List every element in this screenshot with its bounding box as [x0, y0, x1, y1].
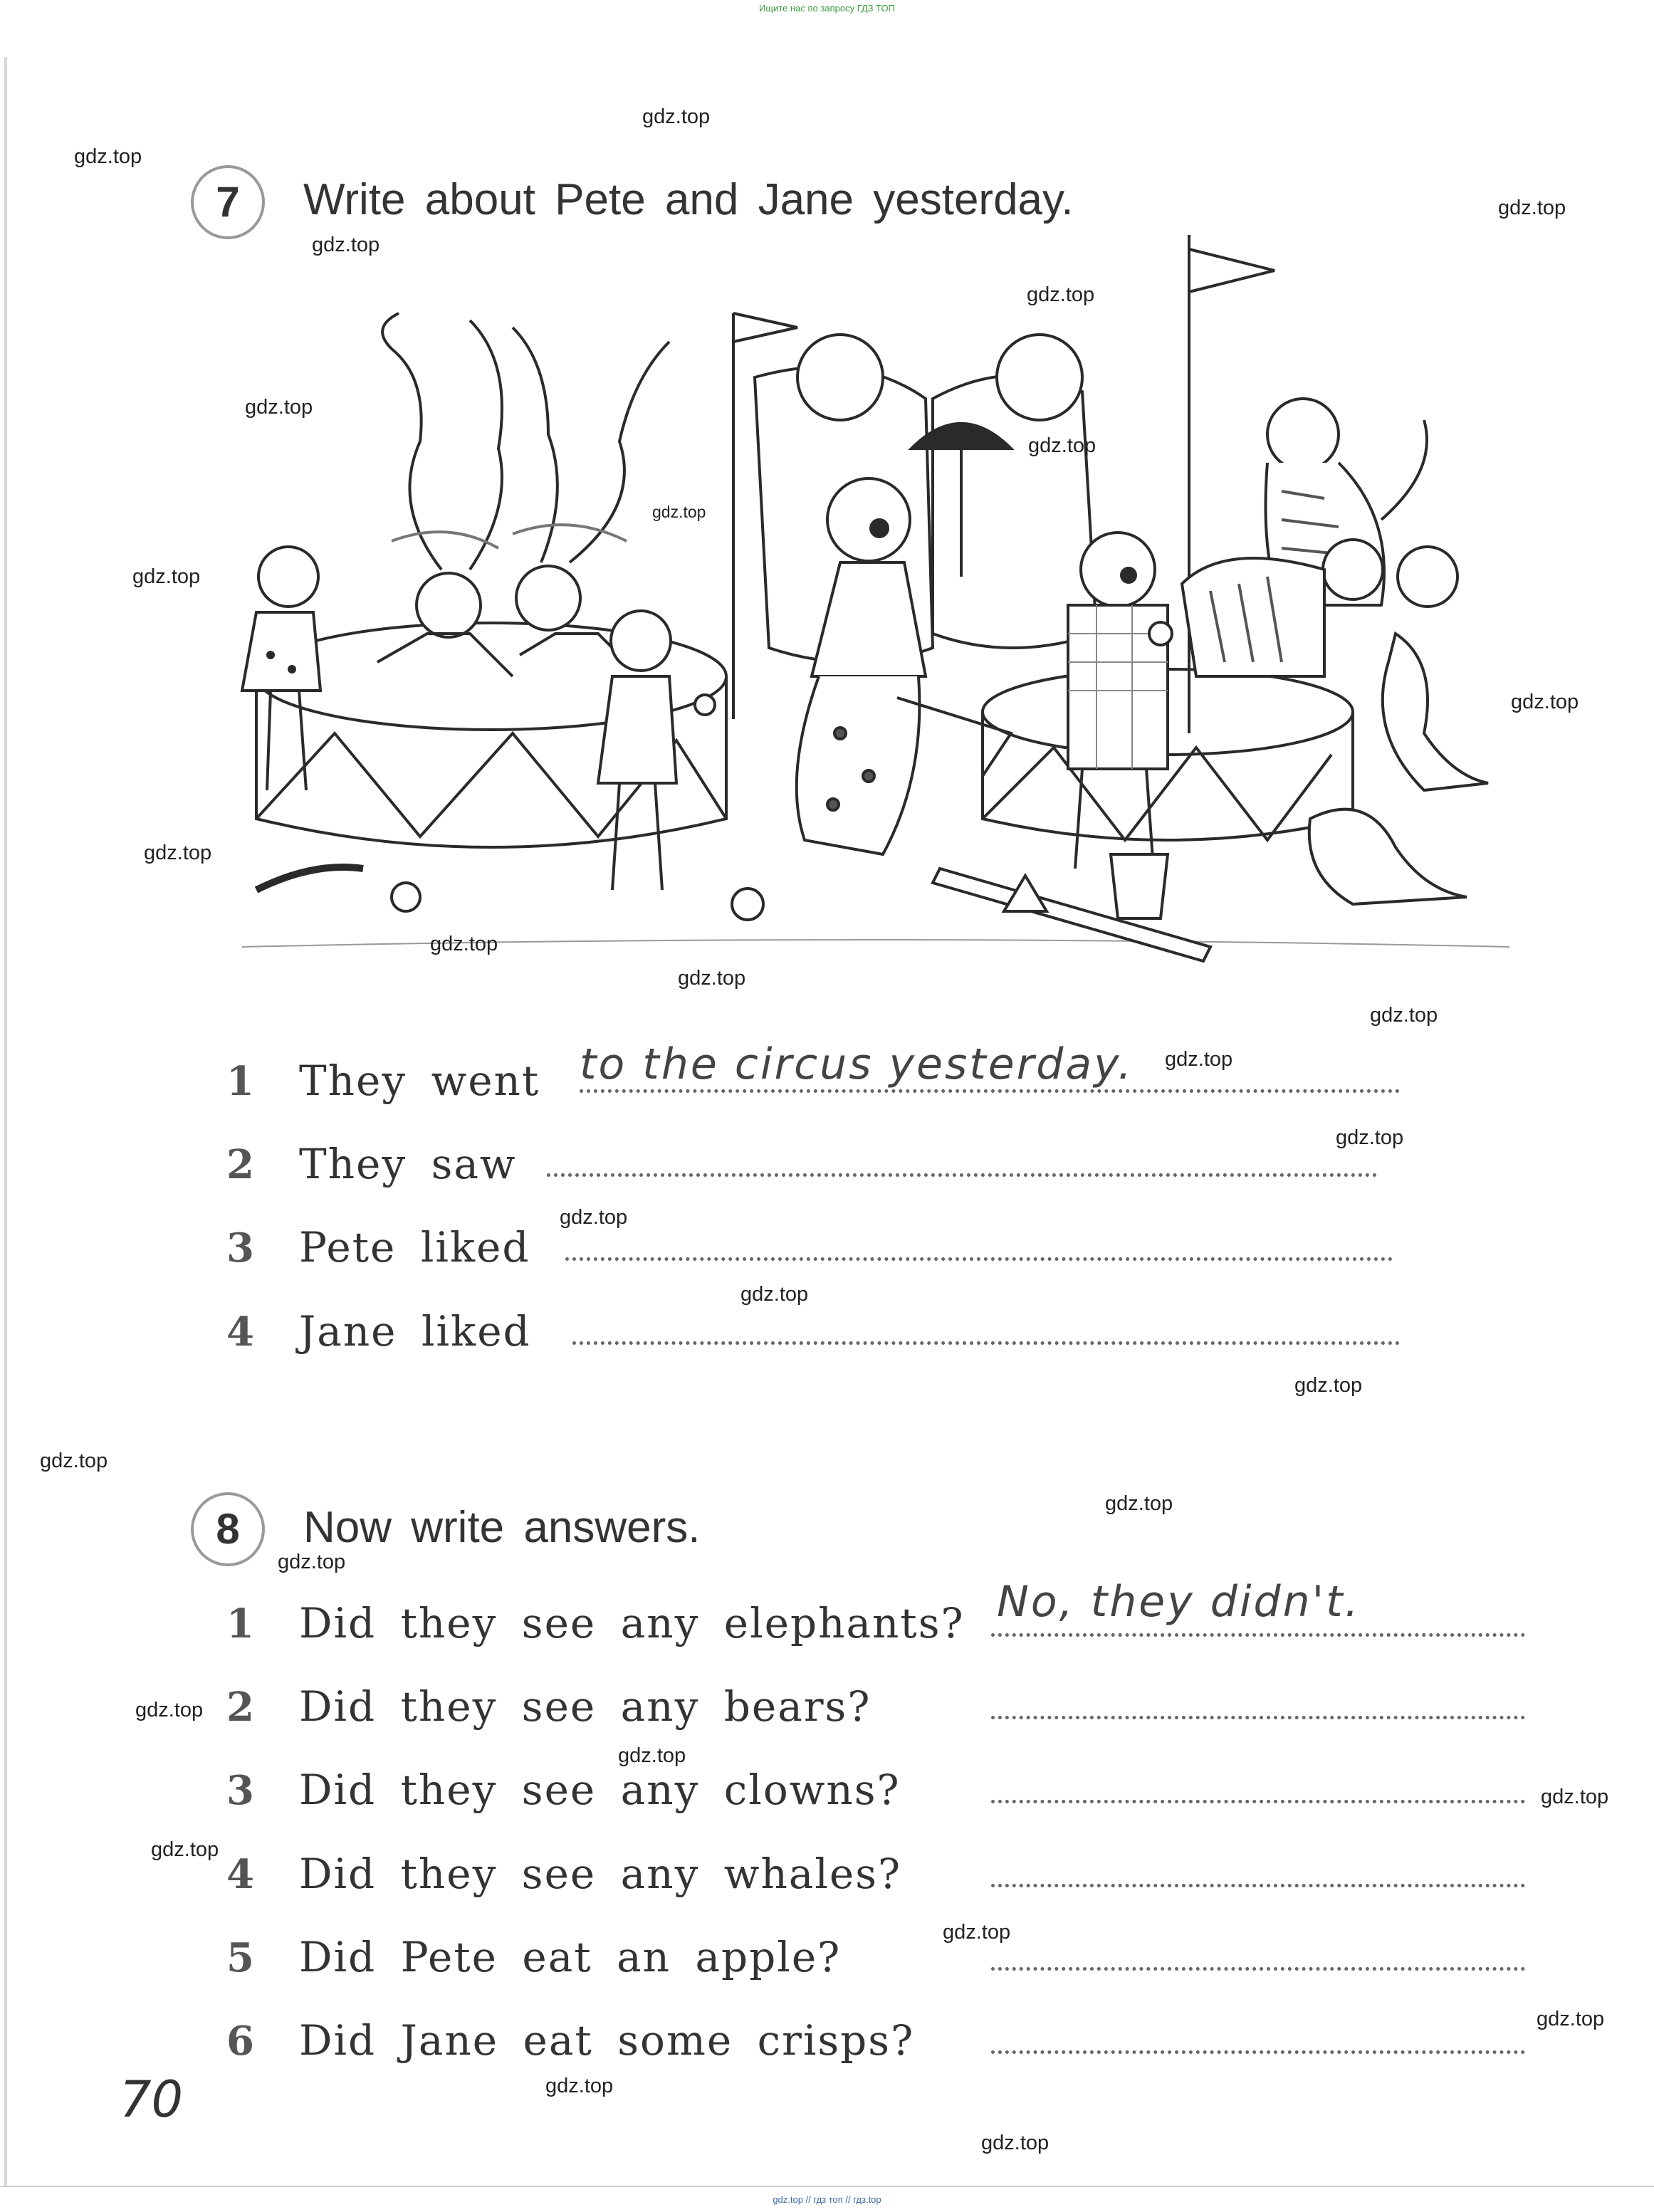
bottom-banner: gdz.top // гдз топ // гдз.top — [773, 2194, 881, 2205]
answer-line[interactable] — [991, 1967, 1525, 1971]
watermark: gdz.top — [1294, 1374, 1363, 1397]
clown-checked-drawing — [1068, 533, 1172, 869]
ex7-item-number: 4 — [226, 1309, 254, 1356]
watermark: gdz.top — [1165, 1048, 1233, 1071]
ex8-item-number: 5 — [226, 1934, 254, 1981]
ex7-item-answer: to the circus yesterday. — [580, 1039, 1134, 1089]
ex8-item-prompt: Did they see any clowns? — [299, 1766, 901, 1814]
watermark: gdz.top — [678, 967, 746, 990]
ex7-item-number: 1 — [226, 1058, 254, 1105]
exercise-7-badge: 7 — [191, 165, 265, 239]
answer-line[interactable] — [991, 1884, 1525, 1887]
watermark: gdz.top — [1511, 691, 1579, 713]
ex7-item-prompt: Pete liked — [299, 1223, 530, 1272]
ex8-item-number: 2 — [226, 1684, 254, 1731]
props-drawing — [256, 854, 1210, 961]
ex8-item-answer: No, they didn't. — [997, 1577, 1361, 1627]
watermark: gdz.top — [1537, 2008, 1605, 2030]
girl-drawing — [242, 547, 320, 790]
answer-line[interactable] — [991, 2050, 1525, 2054]
answer-line[interactable] — [547, 1173, 1377, 1177]
watermark: gdz.top — [1336, 1126, 1404, 1149]
watermark: gdz.top — [1027, 283, 1095, 306]
watermark: gdz.top — [40, 1450, 108, 1472]
watermark: gdz.top — [312, 234, 380, 256]
watermark: gdz.top — [943, 1921, 1011, 1944]
answer-line[interactable] — [580, 1089, 1400, 1093]
watermark: gdz.top — [1028, 434, 1096, 457]
ex8-item-number: 6 — [226, 2018, 254, 2065]
watermark: gdz.top — [151, 1838, 219, 1861]
ex8-item-prompt: Did Jane eat some crisps? — [299, 2016, 915, 2065]
ex7-item-prompt: They went — [299, 1057, 540, 1105]
answer-line[interactable] — [565, 1257, 1393, 1261]
sealions-drawing — [1309, 634, 1488, 904]
exercise-8-heading: Now write answers. — [303, 1503, 701, 1552]
watermark: gdz.top — [144, 842, 212, 864]
exercise-8-badge: 8 — [191, 1492, 265, 1566]
watermark: gdz.top — [278, 1551, 346, 1573]
ex8-item-prompt: Did they see any elephants? — [299, 1599, 965, 1647]
ex8-item-number: 1 — [226, 1600, 254, 1647]
watermark: gdz.top — [1541, 1786, 1609, 1808]
answer-line[interactable] — [991, 1716, 1525, 1719]
watermark: gdz.top — [642, 105, 711, 128]
exercise-7-heading: Write about Pete and Jane yesterday. — [303, 175, 1074, 224]
ex8-item-prompt: Did they see any whales? — [299, 1850, 902, 1898]
watermark: gdz.top — [245, 396, 313, 419]
ex7-item-prompt: They saw — [299, 1140, 517, 1188]
top-banner: Ищите нас по запросу ГДЗ ТОП — [759, 3, 895, 14]
answer-line[interactable] — [572, 1341, 1400, 1345]
ex8-item-prompt: Did they see any bears? — [299, 1682, 872, 1731]
watermark: gdz.top — [135, 1699, 204, 1721]
watermark: gdz.top — [132, 565, 201, 588]
answer-line[interactable] — [991, 1800, 1525, 1803]
page-bottom-edge — [0, 2186, 1654, 2187]
watermark: gdz.top — [981, 2132, 1050, 2154]
watermark: gdz.top — [740, 1283, 809, 1306]
ex7-item-number: 2 — [226, 1141, 254, 1188]
circus-illustration — [214, 235, 1538, 997]
ex8-item-number: 4 — [226, 1851, 254, 1898]
watermark: gdz.top — [560, 1206, 628, 1229]
watermark: gdz.top — [1370, 1004, 1438, 1027]
ex8-item-number: 3 — [226, 1767, 254, 1814]
watermark: gdz.top — [545, 2075, 614, 2097]
watermark: gdz.top — [618, 1744, 686, 1767]
watermark: gdz.top — [652, 503, 706, 521]
watermark: gdz.top — [1498, 196, 1566, 219]
ex7-item-prompt: Jane liked — [299, 1307, 531, 1356]
bears-drawing — [755, 335, 1096, 662]
ex7-item-number: 3 — [226, 1225, 254, 1272]
watermark: gdz.top — [74, 145, 142, 168]
answer-line[interactable] — [991, 1633, 1525, 1637]
page-edge — [4, 57, 7, 2186]
tigers-drawing — [1182, 399, 1457, 676]
watermark: gdz.top — [1105, 1492, 1173, 1515]
ex8-item-prompt: Did Pete eat an apple? — [299, 1933, 842, 1981]
page-number: 70 — [120, 2070, 184, 2129]
watermark: gdz.top — [430, 933, 498, 955]
